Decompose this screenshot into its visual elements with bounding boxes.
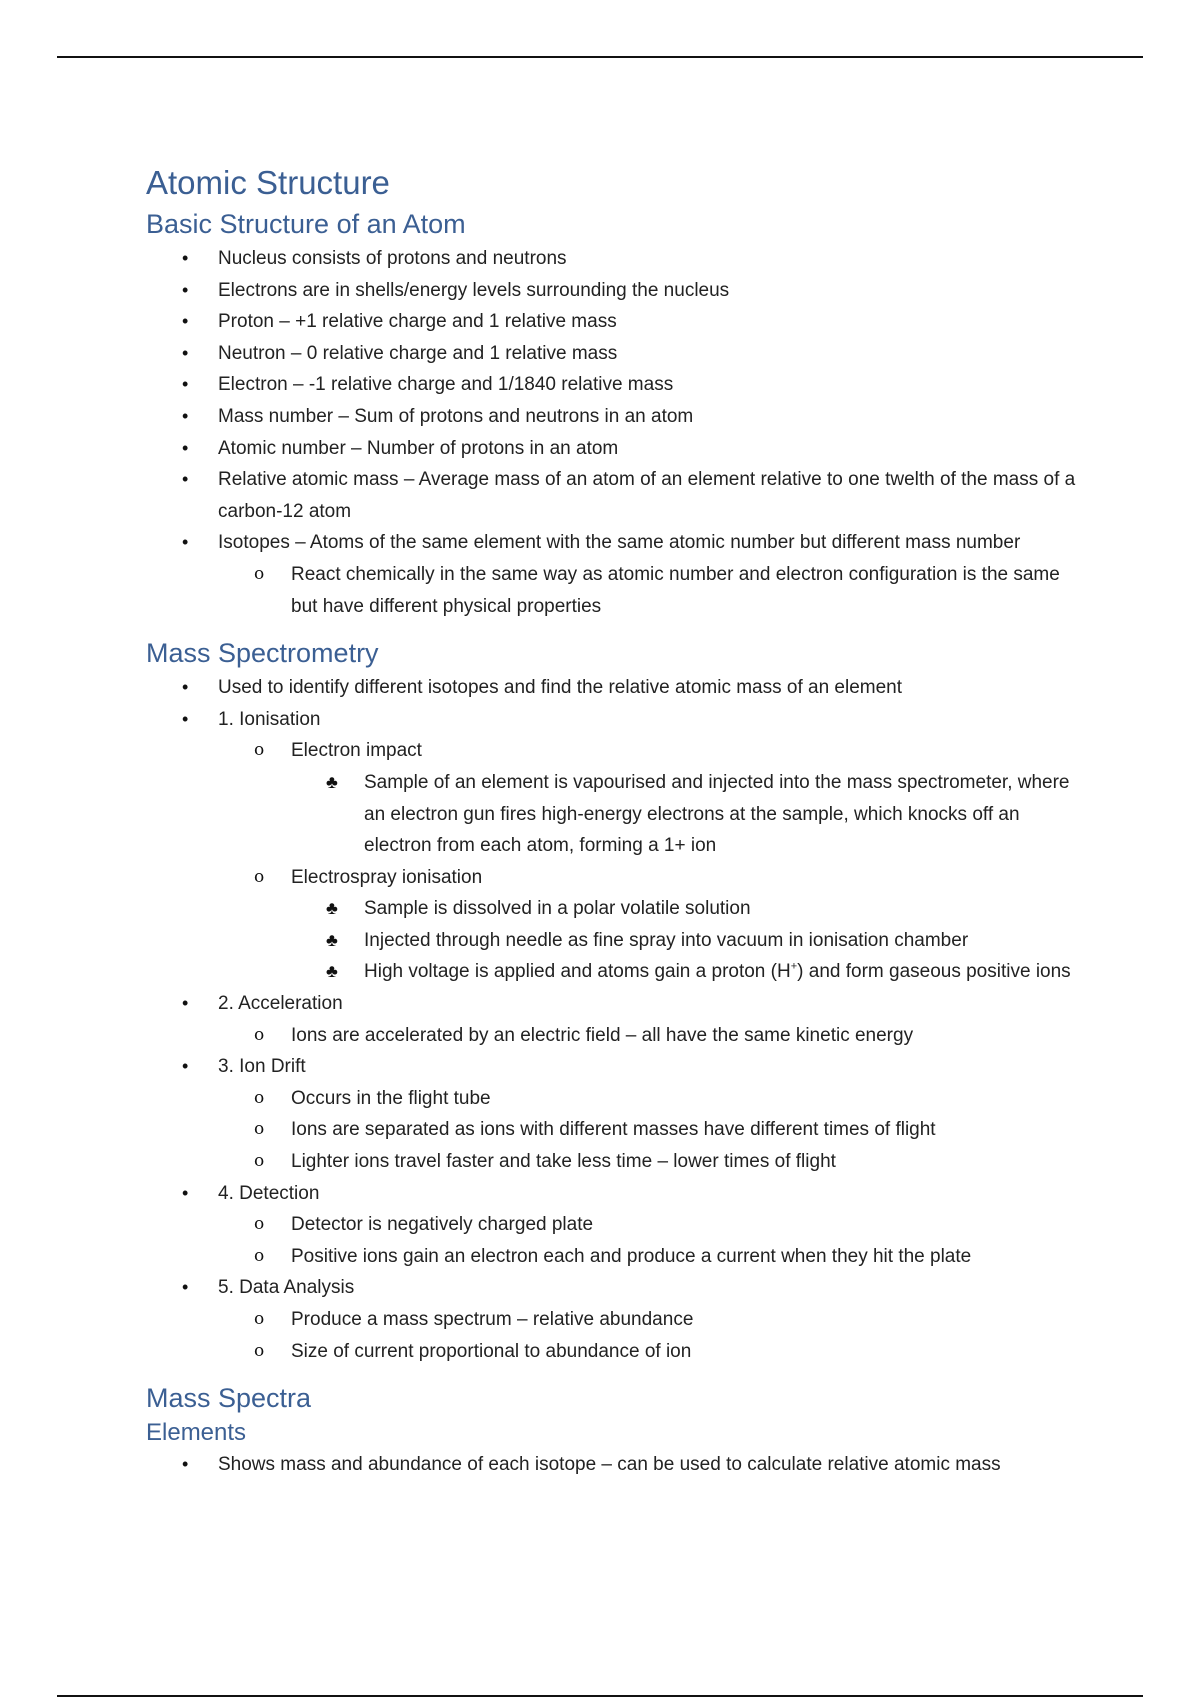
bullet-icon: • (182, 279, 189, 300)
club-bullet-icon: ♣ (326, 898, 338, 919)
detail-list-item: ♣ High voltage is applied and atoms gain a proton (H+) and form gaseous positive ions (146, 956, 1076, 988)
sub-list-item: o Positive ions gain an electron each and produce a current when they hit the plate (146, 1241, 1076, 1273)
basic-structure-list (146, 243, 1076, 622)
sub-list-item: o Lighter ions travel faster and take less time – lower times of flight (146, 1146, 1076, 1178)
list-item: • Relative atomic mass – Average mass of an atom of an element relative to one twelth of the mass of a carbon-12 atom (146, 464, 1076, 527)
sub-list-item: o Ions are separated as ions with different masses have different times of flight (146, 1114, 1076, 1146)
bullet-icon: • (182, 993, 189, 1014)
bullet-icon: • (182, 405, 189, 426)
bullet-icon: • (182, 469, 189, 490)
sub-bullet-icon: o (254, 740, 265, 761)
list-item: • Electron – -1 relative charge and 1/1840 relative mass (146, 369, 1076, 401)
bullet-icon: • (182, 708, 189, 729)
club-bullet-icon: ♣ (326, 929, 338, 950)
club-bullet-icon: ♣ (326, 771, 338, 792)
sub-bullet-icon: o (254, 1214, 265, 1235)
list-item: • 4. Detection (146, 1178, 1076, 1210)
list-item: • Isotopes – Atoms of the same element with the same atomic number but different mass number (146, 527, 1076, 559)
bullet-icon: • (182, 1277, 189, 1298)
sub-list-item: o Electrospray ionisation (146, 862, 1076, 894)
bullet-icon: • (182, 677, 189, 698)
sub-bullet-icon: o (254, 1024, 265, 1045)
bullet-icon: • (182, 437, 189, 458)
document-body (146, 163, 1076, 1481)
sub-list-item: o Size of current proportional to abundance of ion (146, 1336, 1076, 1368)
mass-spectrometry-list (146, 672, 1076, 1367)
subheading-elements: Elements (146, 1419, 247, 1447)
club-bullet-icon: ♣ (326, 961, 338, 982)
bullet-icon: • (182, 374, 189, 395)
sub-list-item: o Detector is negatively charged plate (146, 1209, 1076, 1241)
detail-list-item: ♣ Sample of an element is vapourised and injected into the mass spectrometer, where an electron gun fires high-energy electrons at the sample, which knocks off an electron from each atom, forming a 1+ ion (146, 767, 1076, 862)
sub-bullet-icon: o (254, 1119, 265, 1140)
sub-list-item: o Occurs in the flight tube (146, 1083, 1076, 1115)
sub-bullet-icon: o (254, 1245, 265, 1266)
bullet-icon: • (182, 532, 189, 553)
section-heading-mass-spectra: Mass Spectra (146, 1383, 312, 1414)
list-item: • Electrons are in shells/energy levels surrounding the nucleus (146, 275, 1076, 307)
sub-bullet-icon: o (254, 1087, 265, 1108)
list-item: • Atomic number – Number of protons in an atom (146, 433, 1076, 465)
bullet-icon: • (182, 1182, 189, 1203)
mass-spectra-list (146, 1449, 1076, 1481)
sub-list-item: o Produce a mass spectrum – relative abundance (146, 1304, 1076, 1336)
footer-rule (57, 1695, 1143, 1697)
sub-bullet-icon: o (254, 1340, 265, 1361)
sub-list-item: o React chemically in the same way as atomic number and electron configuration is the same but have different physical properties (146, 559, 1076, 622)
detail-list-item: ♣ Sample is dissolved in a polar volatile solution (146, 893, 1076, 925)
list-item: • Shows mass and abundance of each isotope – can be used to calculate relative atomic mass (146, 1449, 1076, 1481)
list-item: • Neutron – 0 relative charge and 1 relative mass (146, 338, 1076, 370)
bullet-icon: • (182, 342, 189, 363)
sub-bullet-icon: o (254, 866, 265, 887)
header-rule (57, 56, 1143, 58)
bullet-icon: • (182, 1454, 189, 1475)
sub-bullet-icon: o (254, 1309, 265, 1329)
bullet-icon: • (182, 248, 189, 268)
list-item: • 5. Data Analysis (146, 1272, 1076, 1304)
bullet-icon: • (182, 1056, 189, 1077)
sub-bullet-icon: o (254, 563, 265, 584)
section-heading-mass-spectrometry: Mass Spectrometry (146, 638, 379, 669)
page-title: Atomic Structure (146, 164, 390, 201)
list-item: • 3. Ion Drift (146, 1051, 1076, 1083)
sub-bullet-icon: o (254, 1151, 265, 1172)
detail-list-item: ♣ Injected through needle as fine spray into vacuum in ionisation chamber (146, 925, 1076, 957)
section-heading-basic-structure: Basic Structure of an Atom (146, 209, 466, 239)
list-item: • Used to identify different isotopes and find the relative atomic mass of an element (146, 672, 1076, 704)
list-item: • Proton – +1 relative charge and 1 relative mass (146, 306, 1076, 338)
bullet-icon: • (182, 311, 189, 332)
sub-list-item: o Electron impact (146, 735, 1076, 767)
list-item: • Mass number – Sum of protons and neutrons in an atom (146, 401, 1076, 433)
list-item: • 2. Acceleration (146, 988, 1076, 1020)
list-item: • 1. Ionisation (146, 704, 1076, 736)
list-item: • Nucleus consists of protons and neutrons (146, 243, 1076, 275)
sub-list-item: o Ions are accelerated by an electric field – all have the same kinetic energy (146, 1020, 1076, 1052)
